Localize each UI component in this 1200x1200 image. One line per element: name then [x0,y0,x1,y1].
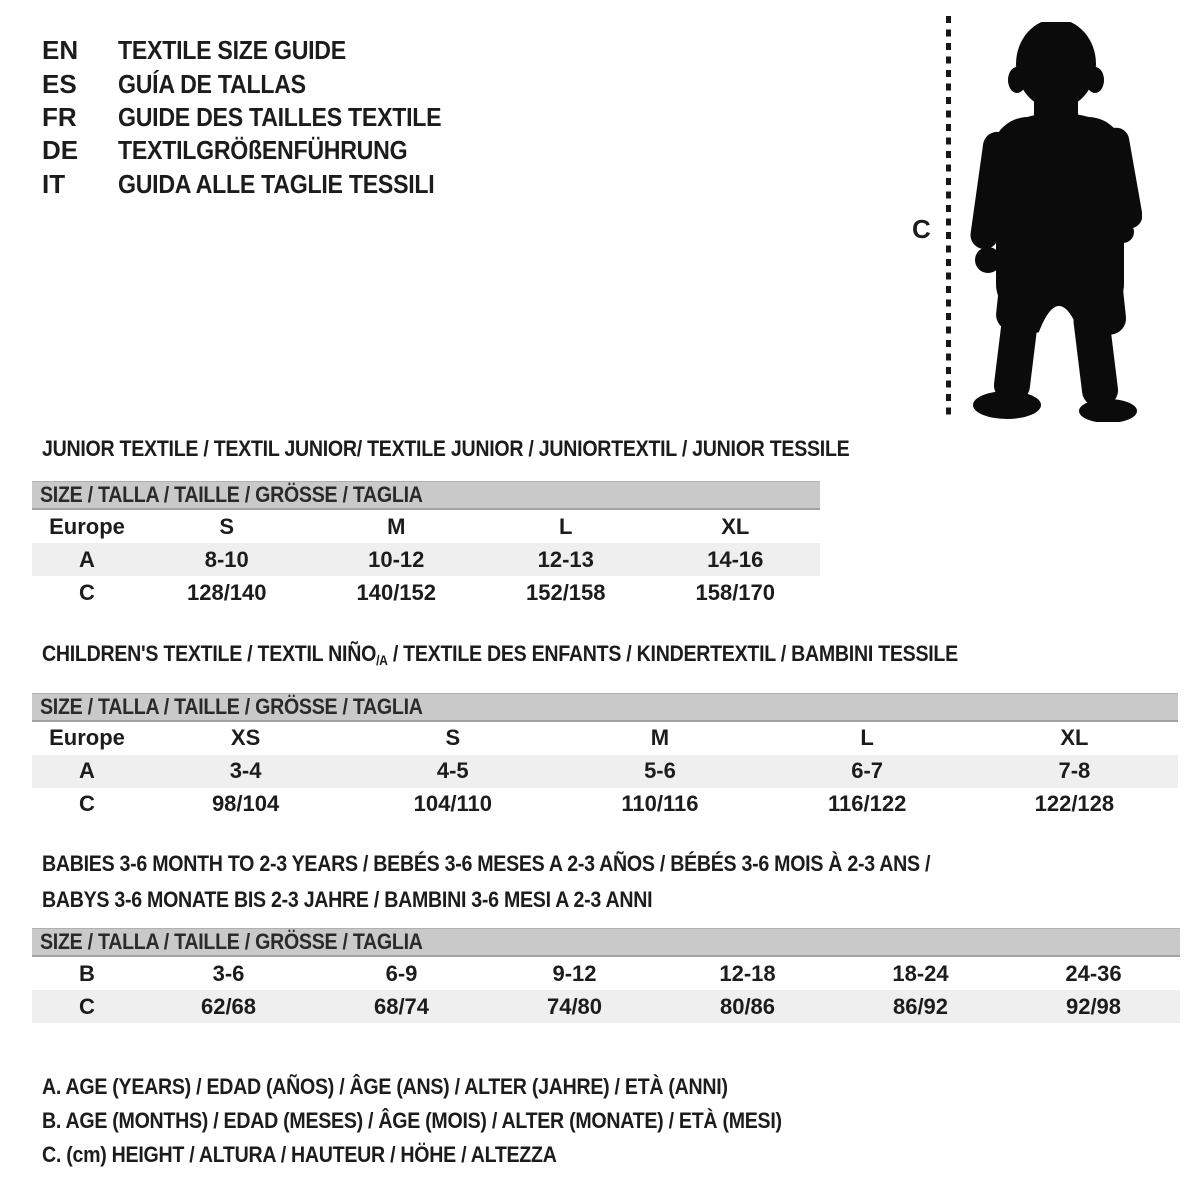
children-section-heading: CHILDREN'S TEXTILE / TEXTIL $NIÑO_{/A}$ / TEXTILE DES ENFANTS / KINDERTEXTIL / BAMBINI TESSILE [42,641,958,668]
row-label: C [79,993,95,1019]
table-cell: 3-6 [212,960,245,986]
table-cell: 98/104 [211,791,280,817]
table-cell: 24-36 [1065,960,1122,986]
children-size-table [32,722,1178,821]
junior-size-header-bar: SIZE / TALLA / TAILLE / GRÖSSE / TAGLIA [32,481,820,510]
table-cell: 7-8 [1058,758,1091,784]
row-label: C [79,579,95,605]
table-cell: 62/68 [200,993,257,1019]
table-cell: 18-24 [892,960,949,986]
table-cell: 10-12 [368,546,425,572]
junior-textile-section [32,435,850,609]
lang-code: EN [42,35,79,66]
table-row [32,957,1180,990]
lang-title: GUIDA ALLE TAGLIE TESSILI [118,168,435,199]
table-row [32,755,1178,788]
table-cell: XS [230,725,261,751]
lang-row-de [42,134,481,167]
table-cell: 80/86 [719,993,776,1019]
table-cell: 128/140 [186,579,267,605]
table-cell: 104/110 [413,791,492,817]
footnote-c: C. (cm) HEIGHT / ALTURA / HAUTEUR / HÖHE / ALTEZZA [42,1142,557,1167]
table-cell: 122/128 [1034,791,1115,817]
lang-code: FR [42,101,77,132]
table-cell: S [219,513,235,539]
row-label: A [79,546,95,572]
lang-row-it [42,168,481,201]
table-cell: 12-18 [719,960,776,986]
language-guide-block [42,34,481,201]
table-cell: M [387,513,406,539]
table-cell: 6-7 [851,758,884,784]
junior-size-table [32,510,820,609]
lang-title: TEXTILE SIZE GUIDE [118,35,346,66]
height-measure-dotted-line [946,16,951,416]
table-cell: 116/122 [828,791,907,817]
table-cell: 12-13 [537,546,594,572]
table-cell: 14-16 [707,546,764,572]
row-label: C [79,791,95,817]
table-row [32,510,820,543]
table-cell: 6-9 [385,960,418,986]
table-cell: 110/116 [621,791,699,817]
row-label: B [79,960,95,986]
height-measure-label: C [912,214,931,244]
babies-textile-section [32,846,1180,1023]
babies-section-heading: BABIES 3-6 MONTH TO 2-3 YEARS / BEBÉS 3-6 MESES A 2-3 AÑOS / BÉBÉS 3-6 MOIS À 2-3 ANS / BABYS 3-6 MONATE BIS 2-3 JAHRE / BAMBINI 3-6 MESI A 2-3 ANNI [42,851,931,912]
children-textile-section [32,640,1178,821]
lang-row-es [42,67,481,100]
table-cell: 92/98 [1065,993,1122,1019]
table-cell: S [445,725,461,751]
table-cell: M [650,725,670,751]
nino-a-subscript: /A [376,652,388,668]
table-cell: 5-6 [644,758,676,784]
table-cell: L [860,725,874,751]
table-cell: 158/170 [695,579,776,605]
footnote-b: B. AGE (MONTHS) / EDAD (MESES) / ÂGE (MOIS) / ALTER (MONATE) / ETÀ (MESI) [42,1108,782,1133]
footnote-a: A. AGE (YEARS) / EDAD (AÑOS) / ÂGE (ANS) / ALTER (JAHRE) / ETÀ (ANNI) [42,1074,728,1099]
table-cell: 140/152 [356,579,437,605]
row-label: Europe [49,725,125,751]
table-row [32,722,1178,755]
lang-title: GUIDE DES TAILLES TEXTILE [118,101,442,132]
table-cell: 74/80 [546,993,603,1019]
lang-code: ES [42,68,77,99]
table-cell: 3-4 [229,758,262,784]
row-label: A [79,758,95,784]
table-cell: 68/74 [373,993,430,1019]
lang-title: TEXTILGRÖßENFÜHRUNG [118,135,408,166]
table-cell: 152/158 [525,579,606,605]
lang-code: DE [42,135,79,166]
babies-size-header-bar: SIZE / TALLA / TAILLE / GRÖSSE / TAGLIA [32,928,1180,957]
table-cell: 86/92 [892,993,949,1019]
table-row [32,990,1180,1023]
table-cell: 9-12 [552,960,597,986]
children-size-header-bar: SIZE / TALLA / TAILLE / GRÖSSE / TAGLIA [32,693,1178,722]
row-label: Europe [49,513,125,539]
table-row [32,788,1178,821]
lang-row-fr [42,101,481,134]
baby-silhouette [962,22,1142,422]
table-cell: L [559,513,573,539]
junior-section-heading: JUNIOR TEXTILE / TEXTIL JUNIOR/ TEXTILE JUNIOR / JUNIORTEXTIL / JUNIOR TESSILE [42,436,850,461]
table-cell: 4-5 [436,758,469,784]
table-row [32,543,820,576]
lang-title: GUÍA DE TALLAS [118,68,306,99]
table-cell: 8-10 [204,546,249,572]
babies-size-table [32,957,1180,1023]
footnotes-block [42,1070,873,1172]
table-cell: XL [1060,725,1089,751]
lang-code: IT [42,168,66,199]
lang-row-en [42,34,481,67]
table-row [32,576,820,609]
table-cell: XL [721,513,750,539]
